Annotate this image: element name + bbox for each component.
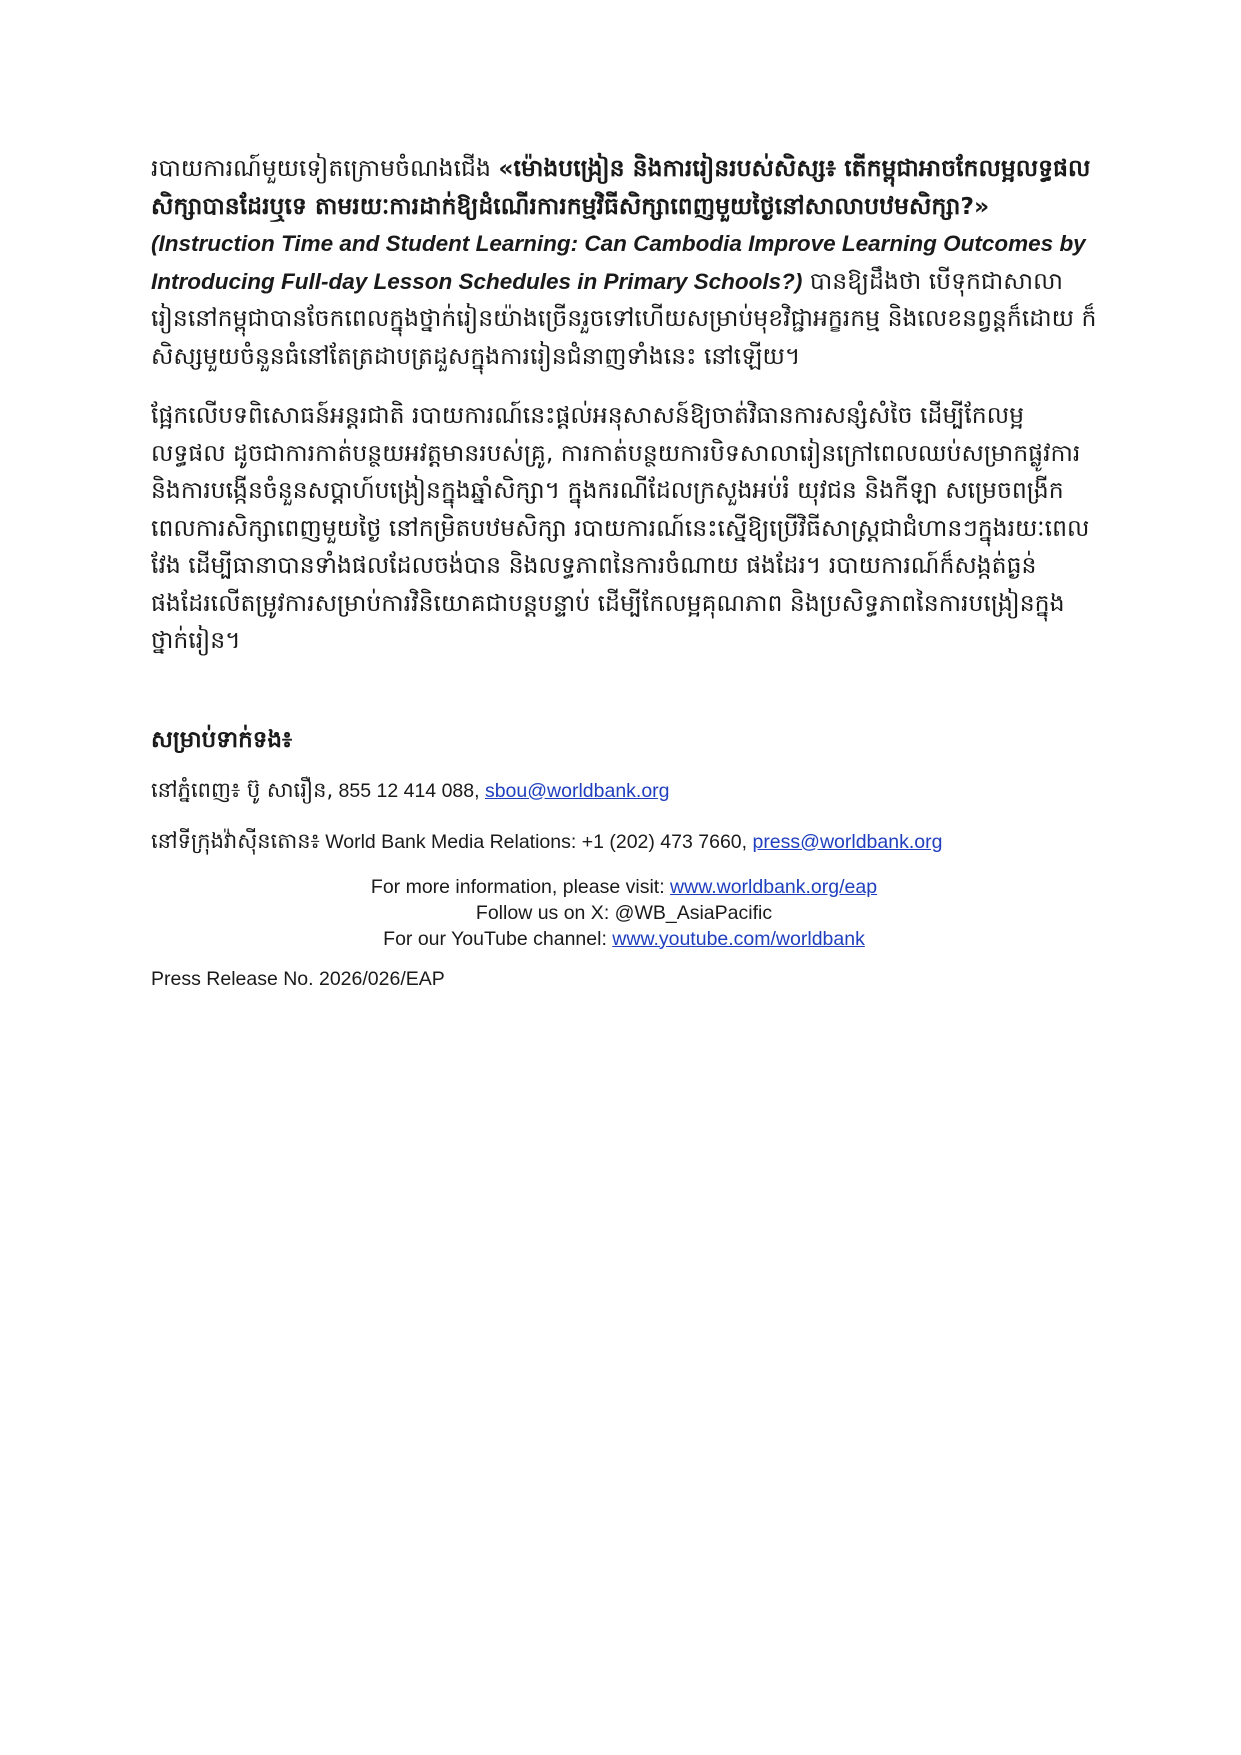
document-page (151, 150, 1097, 992)
footer-youtube (151, 926, 1097, 952)
contact-washington-label: នៅទីក្រុងវ៉ាស៊ីនតោន៖ (151, 828, 320, 853)
contact-phnom-penh (151, 772, 1097, 809)
paragraph-recommendations: ផ្អែកលើបទពិសោធន៍អន្តរជាតិ របាយការណ៍នេះផ្តល់អនុសាសន៍ឱ្យចាត់វិធានការសន្សំសំចៃ ដើម្បីកែលម្អលទ្ធផល ដូចជាការកាត់បន្ថយអវត្តមានរបស់គ្រូ, ការកាត់បន្ថយការបិទសាលារៀនក្រៅពេលឈប់សម្រាកផ្លូវការ និងការបង្កើនចំនួនសប្តាហ៍បង្រៀនក្នុងឆ្នាំសិក្សា។ ក្នុងករណីដែលក្រសួងអប់រំ យុវជន និងកីឡា សម្រេចពង្រីកពេលការសិក្សាពេញមួយថ្ងៃ នៅកម្រិតបឋមសិក្សា របាយការណ៍នេះស្នើឱ្យប្រើវិធីសាស្ត្រជាជំហានៗក្នុងរយៈពេលវែង ដើម្បីធានាបានទាំងផលដែលចង់បាន និងលទ្ធភាពនៃការចំណាយ ផងដែរ។ របាយការណ៍ក៏សង្កត់ធ្ងន់ផងដែរលើតម្រូវការសម្រាប់ការវិនិយោគជាបន្តបន្ទាប់ ដើម្បីកែលម្អគុណភាព និងប្រសិទ្ធភាពនៃការបង្រៀនក្នុងថ្នាក់រៀន។ (151, 401, 1090, 654)
footer-follow-x: Follow us on X: @WB_AsiaPacific (475, 901, 773, 924)
paragraph-report-summary (151, 150, 1097, 375)
footer-youtube-label: For our YouTube channel: (383, 927, 613, 950)
footer-info-block (151, 874, 1097, 952)
paragraph-body: បានឱ្យដឹងថា បើទុកជាសាលារៀននៅកម្ពុជាបានចែកពេលក្នុងថ្នាក់រៀនយ៉ាងច្រើនរួចទៅហើយសម្រាប់មុខវិជ្ជាអក្ខរកម្ម និងលេខនព្វន្តក៏ដោយ ក៏សិស្សមួយចំនួនធំនៅតែត្រដាបត្រដួសក្នុងការរៀនជំនាញទាំងនេះ នៅឡើយ។ (151, 266, 1097, 370)
paragraph-lead: របាយការណ៍មួយទៀតក្រោមចំណងជើង (151, 154, 499, 182)
contact-phnom-penh-phone: 855 12 414 088, (333, 779, 485, 802)
contact-phnom-penh-label: នៅភ្នំពេញ៖ ប៊ូ សារឿន, (151, 777, 334, 802)
email-link-sbou[interactable]: sbou@worldbank.org (484, 779, 670, 802)
footer-more-info (151, 874, 1097, 900)
contact-washington (151, 823, 1097, 860)
email-link-press[interactable]: press@worldbank.org (752, 830, 943, 853)
link-worldbank-eap[interactable]: www.worldbank.org/eap (670, 875, 878, 898)
footer-more-info-label: For more information, please visit: (370, 875, 671, 898)
report-title-khmer: «ម៉ោងបង្រៀន និងការរៀនរបស់សិស្ស៖ តើកម្ពុជាអាចកែលម្អលទ្ធផលសិក្សាបានដែរឬទេ តាមរយៈការដាក់ឱ្យដំណើរការកម្មវិធីសិក្សាពេញមួយថ្ងៃនៅសាលាបឋមសិក្សា?» (151, 154, 1091, 220)
press-release-number: Press Release No. 2026/026/EAP (151, 967, 445, 990)
report-title-english: (Instruction Time and Student Learning: Can Cambodia Improve Learning Outcomes by Introducing Full-day Lesson Schedules in Primary Schools?) (151, 231, 1086, 294)
link-youtube-worldbank[interactable]: www.youtube.com/worldbank (612, 927, 865, 950)
contact-washington-org: World Bank Media Relations: +1 (202) 473 7660, (319, 830, 753, 853)
contacts-heading: សម្រាប់ទាក់ទង៖ (151, 726, 293, 753)
